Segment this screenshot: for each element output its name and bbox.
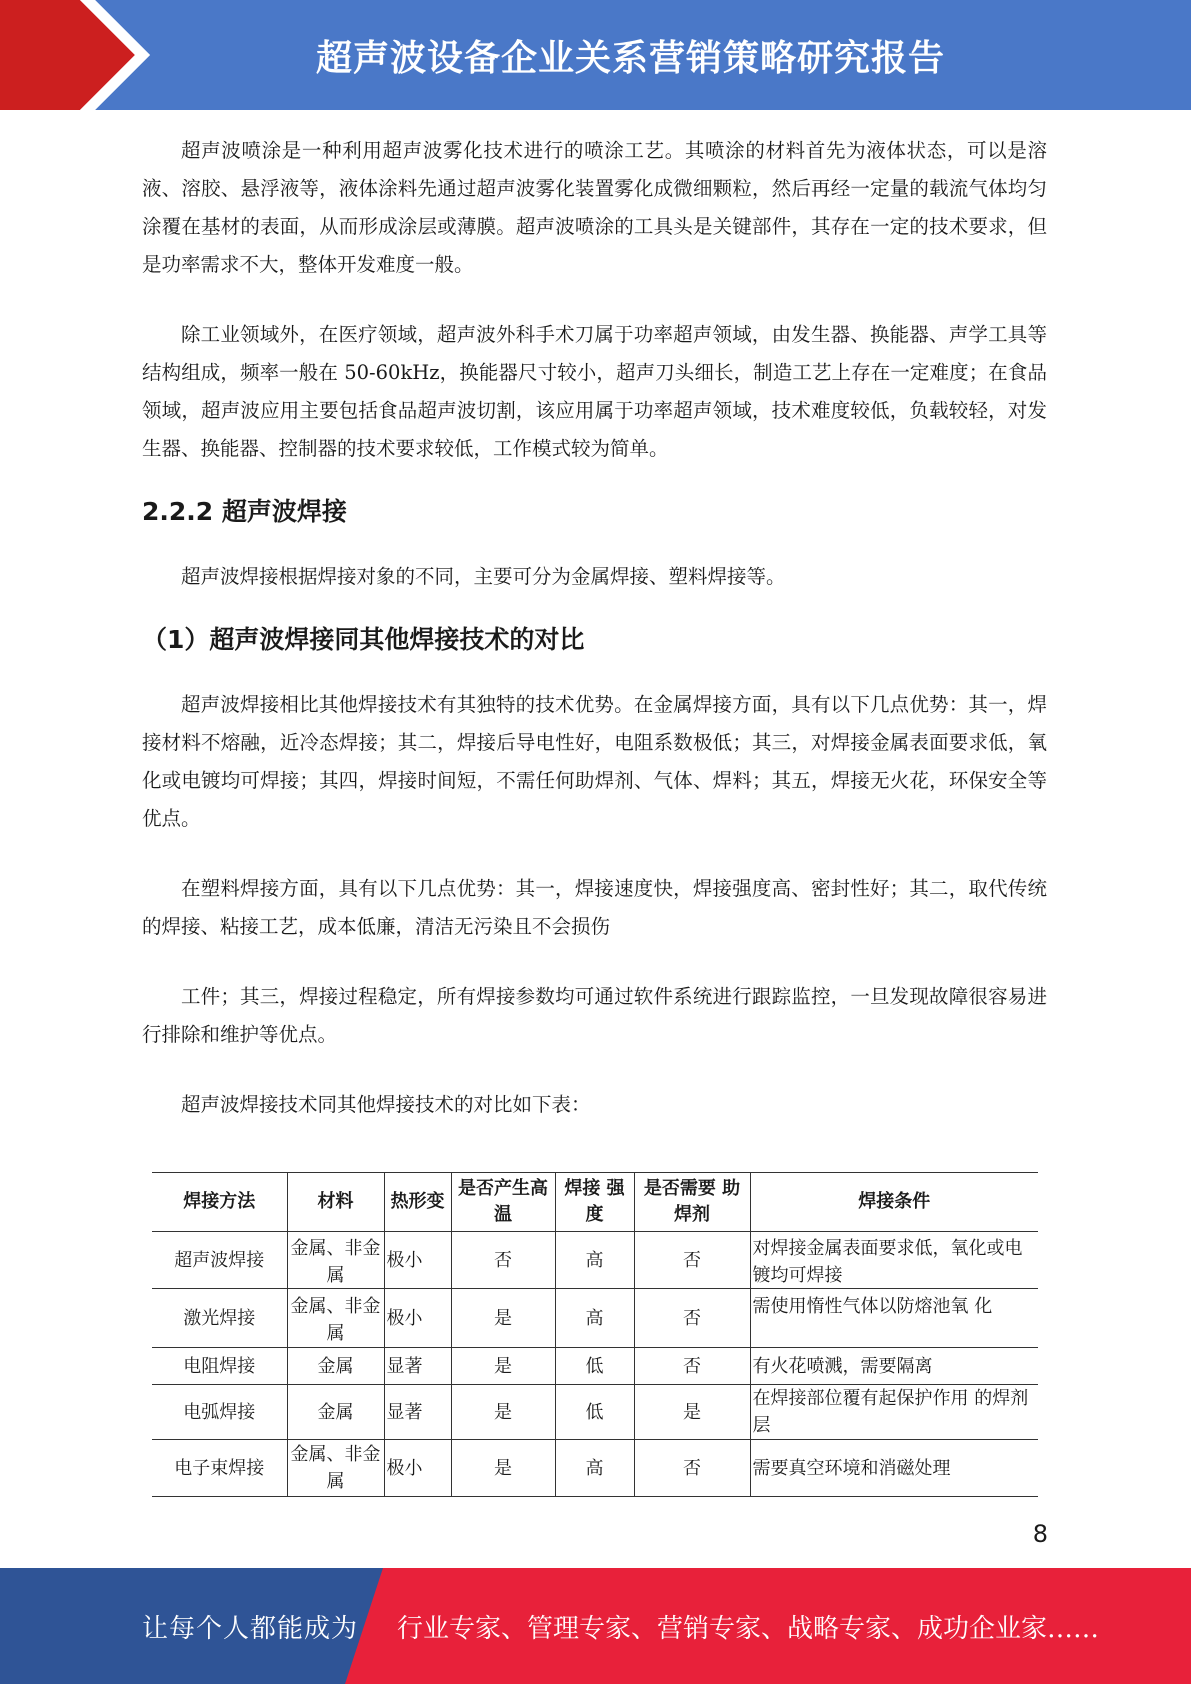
table-cell: 在焊接部位覆有起保护作用 的焊剂层 [750,1385,1038,1440]
table-cell: 是 [451,1348,555,1385]
page-number: 8 [1032,1520,1048,1548]
table-row [152,1440,1038,1497]
table-row [152,1348,1038,1385]
table-cell: 显著 [384,1348,451,1385]
page-header [0,0,1191,110]
page-footer [0,1568,1191,1684]
table-cell: 否 [634,1232,750,1289]
paragraph: 工件；其三，焊接过程稳定，所有焊接参数均可通过软件系统进行跟踪监控，一旦发现故障很容易进行排除和维护等优点。 [142,985,1047,1046]
table-cell: 是 [451,1440,555,1497]
paragraph: 超声波焊接相比其他焊接技术有其独特的技术优势。在金属焊接方面，具有以下几点优势：其一，焊接材料不熔融，近冷态焊接；其二，焊接后导电性好，电阻系数极低；其三，对焊接金属表面要求低，氧化或电镀均可焊接；其四，焊接时间短，不需任何助焊剂、气体、焊料；其五，焊接无火花，环保安全等优点。 [142,693,1047,830]
footer-slogan-right: 行业专家、管理专家、营销专家、战略专家、成功企业家…… [397,1613,1100,1644]
table-row [152,1232,1038,1289]
table-cell: 高 [555,1232,634,1289]
table-cell: 有火花喷溅，需要隔离 [750,1348,1038,1385]
document-body [142,132,1047,1124]
table-cell: 电弧焊接 [152,1385,287,1440]
paragraph: 在塑料焊接方面，具有以下几点优势：其一，焊接速度快，焊接强度高、密封性好；其二，取代传统的焊接、粘接工艺，成本低廉，清洁无污染且不会损伤 [142,877,1047,938]
table-cell: 是 [451,1289,555,1348]
table-cell: 极小 [384,1232,451,1289]
table-cell: 显著 [384,1385,451,1440]
table-cell: 高 [555,1289,634,1348]
table-cell: 金属 [287,1385,384,1440]
table-cell: 金属、非金属 [287,1440,384,1497]
table-cell: 超声波焊接 [152,1232,287,1289]
paragraph: 超声波喷涂是一种利用超声波雾化技术进行的喷涂工艺。其喷涂的材料首先为液体状态，可以是溶液、溶胶、悬浮液等，液体涂料先通过超声波雾化装置雾化成微细颗粒，然后再经一定量的载流气体均匀涂覆在基材的表面，从而形成涂层或薄膜。超声波喷涂的工具头是关键部件，其存在一定的技术要求，但是功率需求不大，整体开发难度一般。 [142,139,1047,276]
table-cell: 金属、非金属 [287,1232,384,1289]
table-cell: 极小 [384,1289,451,1348]
column-header: 材料 [287,1173,384,1232]
column-header: 焊接条件 [750,1173,1038,1232]
table-cell: 金属 [287,1348,384,1385]
table-header-row [152,1173,1038,1232]
table-cell: 需使用惰性气体以防熔池氧 化 [750,1289,1038,1348]
column-header: 是否产生高温 [451,1173,555,1232]
column-header: 是否需要 助焊剂 [634,1173,750,1232]
column-header: 焊接 强度 [555,1173,634,1232]
table-cell: 否 [634,1289,750,1348]
table-cell: 低 [555,1348,634,1385]
table-cell: 电阻焊接 [152,1348,287,1385]
comparison-table [152,1172,1038,1497]
report-title: 超声波设备企业关系营销策略研究报告 [315,37,945,79]
table-cell: 对焊接金属表面要求低，氧化或电镀均可焊接 [750,1232,1038,1289]
column-header: 焊接方法 [152,1173,287,1232]
paragraph: 除工业领域外，在医疗领域，超声波外科手术刀属于功率超声领域，由发生器、换能器、声学工具等结构组成，频率一般在 50-60kHz，换能器尺寸较小，超声刀头细长，制造工艺上存在一定难度；在食品领域，超声波应用主要包括食品超声波切割，该应用属于功率超声领域，技术难度较低，负载较轻，对发生器、换能器、控制器的技术要求较低，工作模式较为简单。 [142,323,1047,460]
section-heading: 2.2.2 超声波焊接 [142,497,347,526]
table-cell: 低 [555,1385,634,1440]
table-row [152,1289,1038,1348]
paragraph: 超声波焊接技术同其他焊接技术的对比如下表： [181,1093,591,1116]
table-cell: 需要真空环境和消磁处理 [750,1440,1038,1497]
table-cell: 电子束焊接 [152,1440,287,1497]
table-cell: 否 [634,1440,750,1497]
paragraph: 超声波焊接根据焊接对象的不同，主要可分为金属焊接、塑料焊接等。 [181,565,786,588]
table-cell: 否 [451,1232,555,1289]
table-cell: 否 [634,1348,750,1385]
column-header: 热形变 [384,1173,451,1232]
table-cell: 是 [451,1385,555,1440]
footer-slogan-left: 让每个人都能成为 [142,1613,359,1644]
table-cell: 激光焊接 [152,1289,287,1348]
table-cell: 金属、非金属 [287,1289,384,1348]
table-cell: 极小 [384,1440,451,1497]
subsection-heading: （1）超声波焊接同其他焊接技术的对比 [142,625,585,654]
table-cell: 是 [634,1385,750,1440]
header-arrow-decoration [0,0,150,110]
table-row [152,1385,1038,1440]
table-cell: 高 [555,1440,634,1497]
